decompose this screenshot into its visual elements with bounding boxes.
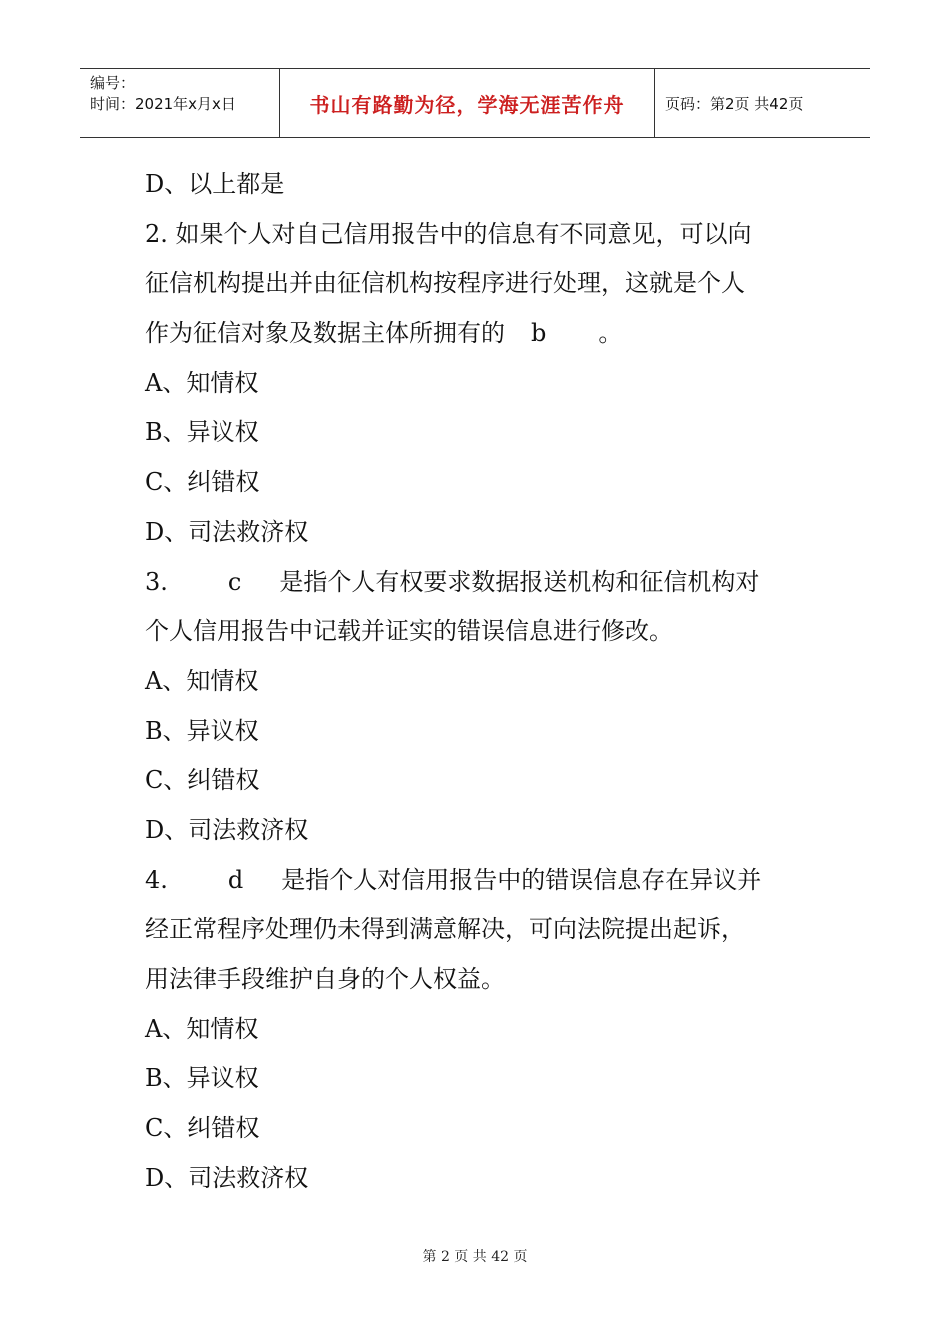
answer-blank: d: [227, 865, 244, 894]
line-text: 3.: [145, 567, 168, 596]
page-header: [80, 68, 870, 138]
line-text: 个人信用报告中记载并证实的错误信息进行修改。: [145, 617, 673, 646]
text-line: [145, 309, 825, 359]
text-line: [145, 1104, 825, 1154]
text-line: [145, 1154, 825, 1204]
text-line: [145, 905, 825, 955]
header-date-label: 时间：2021年x月x日: [90, 95, 236, 113]
line-text: C、纠错权: [145, 1114, 260, 1143]
line-text: A、知情权: [145, 666, 259, 695]
text-line: [145, 408, 825, 458]
line-text: 是指个人有权要求数据报送机构和征信机构对: [279, 567, 760, 596]
text-line: [145, 359, 825, 409]
line-text: B、异议权: [145, 1064, 259, 1093]
text-line: [145, 458, 825, 508]
line-text: 是指个人对信用报告中的错误信息存在异议并: [281, 865, 762, 894]
line-text: C、纠错权: [145, 766, 260, 795]
line-text: C、纠错权: [145, 468, 260, 497]
line-text: D、司法救济权: [145, 815, 309, 844]
header-motto: 书山有路勤为径，学海无涯苦作舟: [280, 69, 655, 137]
line-text: B、异议权: [145, 716, 259, 745]
text-line: [145, 558, 825, 608]
text-line: [145, 607, 825, 657]
line-text: B、异议权: [145, 418, 259, 447]
line-text: 用法律手段维护自身的个人权益。: [145, 965, 505, 993]
text-line: [145, 657, 825, 707]
text-line: [145, 955, 825, 1005]
line-text: 经正常程序处理仍未得到满意解决，可向法院提出起诉，: [145, 915, 745, 944]
text-line: [145, 210, 825, 260]
text-line: [145, 160, 825, 210]
line-text: 征信机构提出并由征信机构按程序进行处理，这就是个人: [145, 269, 745, 298]
line-text: 2. 如果个人对自己信用报告中的信息有不同意见，可以向: [145, 219, 752, 248]
answer-blank: c: [227, 567, 242, 596]
text-line: [145, 508, 825, 558]
text-line: [145, 707, 825, 757]
line-text: D、司法救济权: [145, 517, 309, 546]
header-meta: [80, 69, 280, 137]
header-page-info: 页码：第2页 共42页: [665, 94, 804, 113]
line-text: D、司法救济权: [145, 1163, 309, 1192]
line-text: D、以上都是: [145, 170, 285, 198]
line-text: A、知情权: [145, 368, 259, 397]
text-line: [145, 756, 825, 806]
line-text: 作为征信对象及数据主体所拥有的: [145, 319, 505, 348]
text-line: [145, 1005, 825, 1055]
answer-blank: b: [531, 319, 547, 348]
page-footer: 第 2 页 共 42 页: [422, 1249, 528, 1265]
header-number-label: 编号：: [90, 74, 136, 92]
text-line: [145, 806, 825, 856]
line-text: 。: [598, 319, 623, 348]
text-line: [145, 856, 825, 906]
text-line: [145, 259, 825, 309]
line-text: A、知情权: [145, 1014, 259, 1043]
text-line: [145, 1054, 825, 1104]
line-text: 4.: [145, 865, 168, 894]
document-body: [145, 160, 825, 1203]
